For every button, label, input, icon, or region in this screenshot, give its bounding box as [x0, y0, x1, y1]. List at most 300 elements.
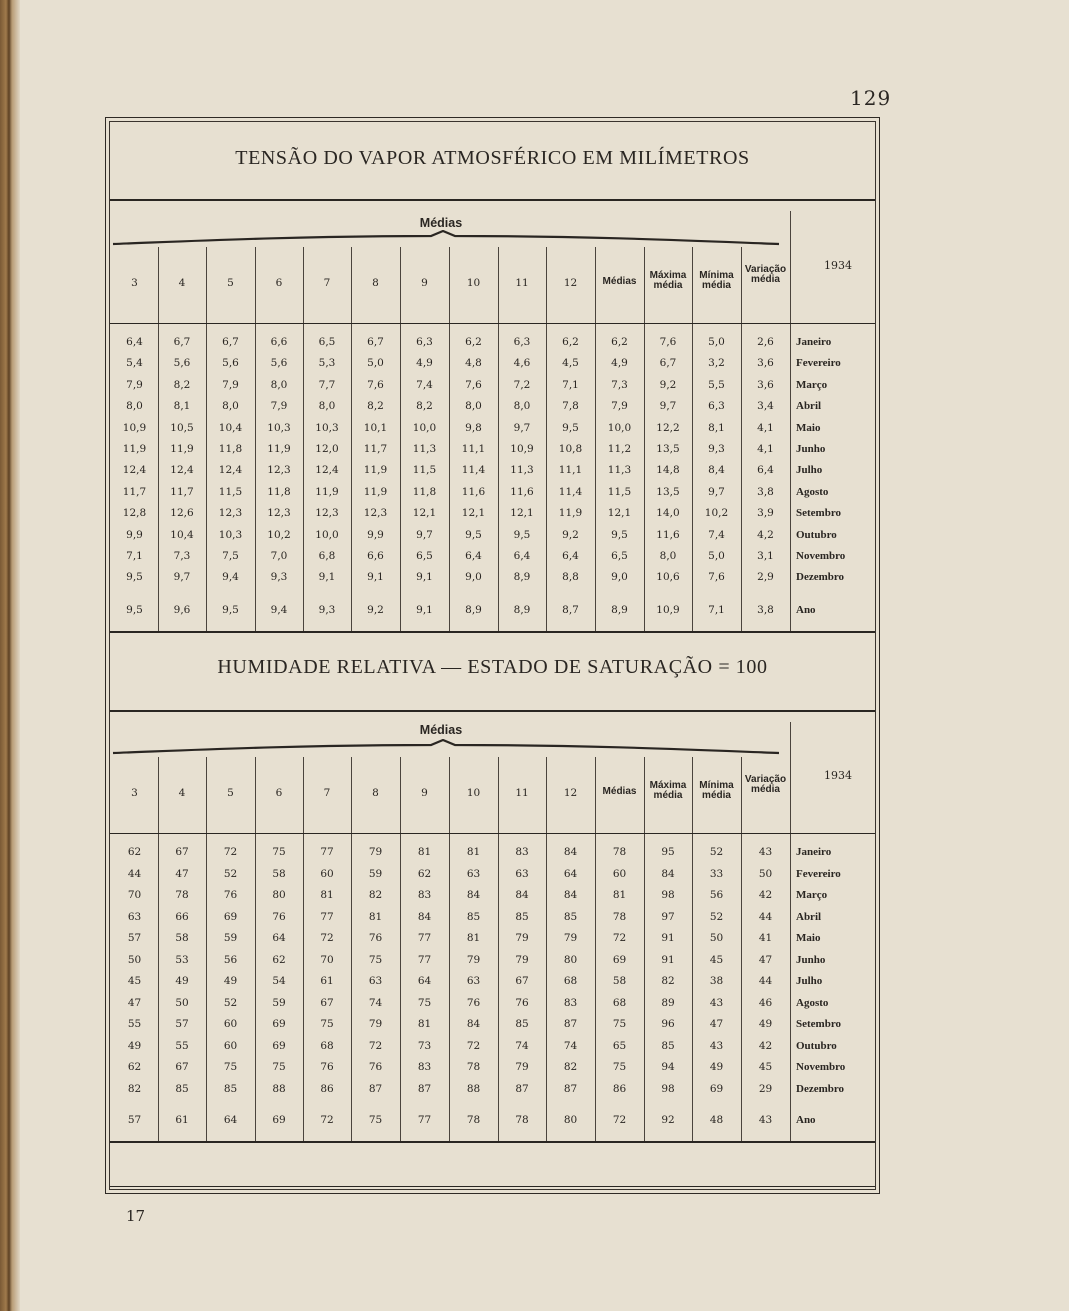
table-cell: 62: [127, 846, 142, 858]
hour-number: 4: [178, 787, 186, 799]
table-cell: 75: [272, 846, 286, 858]
hour-number: 12: [563, 277, 578, 289]
table-cell: 38: [709, 975, 724, 987]
table-cell: 9,7: [513, 421, 531, 434]
table-cell: 70: [127, 889, 142, 901]
hour-number: 12: [563, 787, 578, 799]
table-cell: 84: [515, 889, 529, 901]
table-cell: 9,5: [513, 528, 531, 541]
table-cell: 8,4: [708, 464, 725, 477]
table-cell: 69: [709, 1082, 724, 1095]
table-cell: 7,6: [465, 378, 482, 391]
table-cell: 8,0: [465, 400, 482, 413]
month-label: Agosto: [796, 485, 829, 498]
total-cell: 61: [175, 1114, 189, 1126]
table-cell: 75: [272, 1061, 286, 1073]
table-cell: 79: [368, 1018, 383, 1030]
table-cell: 9,5: [126, 571, 143, 584]
total-cell: 7,1: [708, 604, 725, 616]
table-cell: 7,6: [659, 336, 677, 348]
table-title: TENSÃO DO VAPOR ATMOSFÉRICO EM MILÍMETROS: [235, 147, 750, 169]
total-cell: 9,6: [173, 604, 191, 616]
table-cell: 8,1: [708, 421, 725, 434]
table-cell: 45: [709, 953, 724, 966]
table-cell: 6,8: [318, 550, 336, 562]
group-brace: [111, 739, 781, 755]
table-cell: 13,5: [656, 443, 680, 455]
table-cell: 6,2: [562, 336, 579, 348]
table-cell: 84: [466, 889, 481, 901]
table-cell: 6,4: [126, 336, 143, 348]
table-cell: 52: [709, 846, 724, 858]
month-label: Julho: [796, 975, 823, 987]
table-cell: 12,8: [122, 507, 147, 520]
table-cell: 52: [223, 867, 238, 880]
table-cell: 65: [612, 1039, 627, 1052]
table-cell: 13,5: [656, 485, 680, 498]
table-cell: 2,6: [757, 336, 774, 348]
total-cell: 78: [515, 1114, 529, 1126]
table-cell: 62: [272, 953, 286, 966]
table-cell: 44: [758, 975, 773, 987]
table-cell: 55: [127, 1018, 142, 1030]
table-cell: 81: [466, 932, 481, 944]
table-cell: 9,0: [465, 571, 482, 584]
table-cell: 29: [758, 1082, 773, 1095]
stat-header: Máxima média: [649, 780, 687, 801]
table-cell: 81: [466, 846, 481, 858]
table-cell: 77: [417, 953, 432, 966]
table-cell: 9,3: [708, 443, 725, 455]
total-cell: 9,5: [222, 604, 239, 616]
table-cell: 6,3: [416, 336, 433, 348]
table-cell: 9,5: [611, 528, 628, 541]
table-cell: 96: [661, 1018, 675, 1030]
table-cell: 46: [758, 996, 773, 1009]
table-cell: 12,3: [315, 507, 339, 520]
table-cell: 8,0: [126, 400, 143, 413]
total-cell: 80: [563, 1114, 578, 1126]
table-cell: 66: [175, 910, 189, 923]
table-cell: 89: [661, 996, 675, 1009]
month-label: Janeiro: [796, 336, 832, 348]
table-cell: 11,5: [607, 485, 632, 498]
table-cell: 79: [563, 932, 578, 944]
table-cell: 12,4: [315, 464, 339, 477]
table-cell: 75: [417, 996, 432, 1009]
table-cell: 42: [758, 889, 773, 901]
header-bottom-rule-year: [790, 833, 875, 834]
table-cell: 10,3: [218, 528, 243, 541]
table-cell: 47: [709, 1018, 724, 1030]
stat-header: Máxima média: [649, 270, 687, 291]
table-cell: 11,7: [170, 485, 194, 498]
table-cell: 74: [368, 996, 383, 1009]
table-cell: 6,2: [465, 336, 482, 348]
hour-number: 5: [227, 787, 234, 799]
table-cell: 85: [563, 910, 578, 923]
month-label: Julho: [796, 464, 823, 477]
table-cell: 81: [417, 846, 432, 858]
table-cell: 11,9: [363, 464, 388, 477]
table-cell: 11,8: [218, 443, 243, 455]
total-cell: 57: [127, 1114, 142, 1126]
table-cell: 75: [223, 1061, 238, 1073]
table-cell: 5,0: [708, 336, 725, 348]
table-cell: 7,9: [270, 400, 288, 413]
table-cell: 44: [758, 910, 773, 923]
table-cell: 42: [758, 1039, 773, 1052]
table-cell: 76: [223, 889, 238, 901]
page-number: 129: [850, 86, 892, 110]
table-cell: 9,9: [126, 528, 143, 541]
table-cell: 44: [127, 867, 142, 880]
table-cell: 11,9: [558, 507, 583, 520]
table-cell: 9,9: [367, 528, 384, 541]
table-cell: 87: [515, 1082, 529, 1095]
table-cell: 6,5: [416, 550, 433, 562]
total-cell: 78: [466, 1114, 481, 1126]
table-cell: 49: [175, 975, 189, 987]
hour-header: [498, 787, 546, 799]
table-cell: 60: [223, 1039, 238, 1052]
total-label: Ano: [796, 1114, 816, 1126]
table-cell: 5,4: [126, 357, 143, 370]
brace-path: [113, 231, 779, 244]
month-label: Agosto: [796, 996, 829, 1009]
table-cell: 88: [272, 1082, 286, 1095]
table-cell: 9,2: [562, 528, 579, 541]
hour-header: [158, 787, 206, 799]
table-cell: 12,3: [267, 464, 291, 477]
table-cell: 11,1: [461, 443, 486, 455]
table-cell: 9,7: [416, 528, 433, 541]
total-cell: 9,4: [270, 604, 288, 616]
table-cell: 10,0: [315, 528, 339, 541]
table-cell: 11,5: [218, 485, 243, 498]
table-cell: 81: [417, 1018, 432, 1030]
total-cell: 10,9: [656, 604, 680, 616]
month-label: Março: [796, 378, 828, 391]
table-cell: 7,8: [562, 400, 579, 413]
table-cell: 7,6: [708, 571, 725, 584]
table-cell: 9,0: [611, 571, 628, 584]
table-cell: 87: [417, 1082, 432, 1095]
table-cell: 12,2: [656, 421, 680, 434]
table-cell: 82: [368, 889, 383, 901]
table-frame: [105, 117, 880, 1194]
table-cell: 8,0: [513, 400, 531, 413]
table-cell: 12,4: [218, 464, 243, 477]
table-cell: 7,2: [513, 378, 531, 391]
medias-group-label: Médias: [419, 216, 463, 230]
table-cell: 6,4: [562, 550, 579, 562]
table-cell: 79: [466, 953, 481, 966]
year-header: 1934: [824, 259, 852, 272]
table-cell: 50: [175, 996, 189, 1009]
table-cell: 6,6: [367, 550, 384, 562]
total-cell: 8,9: [465, 604, 482, 616]
hour-header: [400, 277, 449, 289]
table-cell: 41: [758, 932, 773, 944]
table-cell: 76: [515, 996, 529, 1009]
total-cell: 8,9: [611, 604, 628, 616]
hour-number: 7: [323, 787, 331, 799]
table-cell: 63: [466, 975, 481, 987]
table-cell: 14,8: [656, 464, 680, 477]
table-cell: 81: [320, 889, 334, 901]
total-cell: 69: [272, 1114, 286, 1126]
table-cell: 69: [612, 953, 627, 966]
total-cell: 72: [612, 1114, 627, 1126]
table-cell: 83: [515, 846, 529, 858]
table-cell: 84: [466, 1018, 481, 1030]
table-cell: 69: [272, 1018, 286, 1030]
table-cell: 8,0: [222, 400, 239, 413]
table-cell: 77: [320, 846, 334, 858]
table-cell: 5,0: [708, 550, 725, 562]
table-cell: 7,1: [126, 550, 143, 562]
hour-number: 9: [421, 787, 428, 799]
table-cell: 11,9: [267, 443, 291, 455]
table-cell: 69: [223, 910, 238, 923]
table-cell: 45: [758, 1061, 773, 1073]
table-cell: 12,0: [315, 443, 339, 455]
total-label: Ano: [796, 604, 816, 616]
table-cell: 55: [175, 1039, 189, 1052]
table-cell: 4,5: [562, 357, 579, 370]
table-cell: 52: [709, 910, 724, 923]
table-cell: 12,3: [363, 507, 388, 520]
table-cell: 91: [661, 953, 675, 966]
table-cell: 10,6: [656, 571, 680, 584]
table-cell: 56: [223, 953, 238, 966]
table-cell: 10,4: [218, 421, 243, 434]
table-cell: 10,8: [558, 443, 583, 455]
table-cell: 59: [368, 867, 383, 880]
month-label: Março: [796, 889, 828, 901]
table-cell: 6,7: [367, 336, 384, 348]
total-cell: 9,5: [126, 604, 143, 616]
hour-header: [206, 787, 255, 799]
table-cell: 72: [223, 846, 238, 858]
table-cell: 6,7: [173, 336, 191, 348]
table-cell: 82: [661, 975, 675, 987]
table-cell: 6,4: [757, 464, 774, 477]
table-cell: 8,2: [416, 400, 433, 413]
hour-number: 8: [372, 787, 379, 799]
table-cell: 11,6: [510, 485, 534, 498]
hour-number: 8: [372, 277, 379, 289]
table-cell: 61: [320, 975, 334, 987]
table-cell: 11,7: [363, 443, 388, 455]
table-cell: 73: [417, 1039, 432, 1052]
column-rule: [790, 722, 791, 1141]
total-cell: 48: [709, 1114, 724, 1126]
table-cell: 87: [563, 1082, 578, 1095]
table-cell: 67: [320, 996, 334, 1009]
table-cell: 72: [612, 932, 627, 944]
table-cell: 3,6: [757, 378, 774, 391]
table-cell: 58: [175, 932, 189, 944]
header-top-rule: [110, 199, 875, 201]
table-cell: 11,9: [122, 443, 147, 455]
table-cell: 12,1: [412, 507, 437, 520]
table-cell: 8,0: [318, 400, 336, 413]
table-cell: 9,3: [270, 571, 288, 584]
table-cell: 57: [175, 1018, 189, 1030]
table-cell: 3,9: [757, 507, 774, 520]
hour-header: [111, 787, 158, 799]
month-label: Junho: [796, 953, 826, 966]
table-cell: 85: [515, 1018, 529, 1030]
table-cell: 84: [563, 846, 578, 858]
table-cell: 76: [466, 996, 481, 1009]
table-cell: 74: [515, 1039, 529, 1052]
medias-group-label: Médias: [419, 723, 463, 737]
table-cell: 7,6: [367, 378, 384, 391]
table-cell: 10,2: [267, 528, 291, 541]
table-cell: 82: [127, 1082, 142, 1095]
table-cell: 85: [466, 910, 481, 923]
table-cell: 75: [612, 1061, 627, 1073]
stat-header: Médias: [602, 276, 637, 287]
table-cell: 6,4: [513, 550, 531, 562]
table-cell: 49: [127, 1039, 142, 1052]
table-cell: 9,1: [367, 571, 384, 584]
table-cell: 88: [466, 1082, 481, 1095]
hour-header: [158, 277, 206, 289]
hour-header: [351, 787, 400, 799]
table-cell: 9,7: [708, 485, 725, 498]
table-cell: 62: [417, 867, 432, 880]
table-cell: 8,2: [173, 378, 191, 391]
hour-header: [303, 277, 351, 289]
table-cell: 57: [127, 932, 142, 944]
table-cell: 58: [272, 867, 286, 880]
table-cell: 70: [320, 953, 334, 966]
table-cell: 12,6: [170, 507, 194, 520]
table-cell: 75: [320, 1018, 334, 1030]
table-cell: 49: [223, 975, 238, 987]
month-label: Dezembro: [796, 571, 845, 584]
table-cell: 9,7: [173, 571, 191, 584]
table-cell: 97: [661, 910, 675, 923]
table-cell: 95: [661, 846, 675, 858]
table-cell: 7,9: [611, 400, 628, 413]
table-cell: 9,7: [659, 400, 677, 413]
table-cell: 8,0: [659, 550, 677, 562]
signature-number: 17: [126, 1207, 146, 1225]
total-cell: 77: [417, 1114, 432, 1126]
table-cell: 3,8: [757, 485, 774, 498]
table-cell: 10,0: [412, 421, 437, 434]
table-cell: 7,1: [562, 378, 579, 391]
hour-number: 3: [131, 277, 138, 289]
table-cell: 5,6: [270, 357, 288, 370]
table-cell: 49: [709, 1061, 724, 1073]
table-cell: 10,3: [267, 421, 291, 434]
total-cell: 72: [320, 1114, 334, 1126]
hour-header: [206, 277, 255, 289]
table-cell: 10,4: [170, 528, 194, 541]
book-spine: [0, 0, 20, 1311]
table-cell: 79: [515, 932, 529, 944]
table-cell: 6,7: [222, 336, 239, 348]
table-cell: 78: [466, 1061, 481, 1073]
total-cell: 3,8: [757, 604, 774, 616]
table-cell: 77: [320, 910, 334, 923]
table-cell: 5,5: [708, 378, 725, 391]
table-cell: 68: [320, 1039, 334, 1052]
table-cell: 94: [661, 1061, 675, 1073]
month-label: Abril: [796, 910, 822, 923]
table-cell: 87: [368, 1082, 383, 1095]
table-cell: 87: [563, 1018, 578, 1030]
table-cell: 54: [272, 975, 286, 987]
table-cell: 79: [515, 1061, 529, 1073]
table-cell: 12,1: [607, 507, 632, 520]
hour-number: 10: [466, 277, 481, 289]
hour-header: [303, 787, 351, 799]
year-header: 1934: [824, 769, 852, 782]
month-label: Dezembro: [796, 1082, 845, 1095]
table-cell: 78: [175, 889, 189, 901]
table-cell: 4,1: [757, 421, 774, 434]
total-cell: 9,2: [367, 604, 384, 616]
month-label: Maio: [796, 421, 821, 434]
total-cell: 64: [223, 1114, 238, 1126]
hour-number: 3: [131, 787, 138, 799]
stat-header: Médias: [602, 786, 637, 797]
table-cell: 7,3: [611, 378, 628, 391]
table-cell: 11,5: [412, 464, 437, 477]
table-cell: 6,4: [465, 550, 482, 562]
month-label: Janeiro: [796, 846, 832, 858]
table-cell: 11,3: [412, 443, 437, 455]
table-cell: 85: [661, 1039, 675, 1052]
table-cell: 86: [612, 1082, 627, 1095]
table-cell: 11,1: [558, 464, 583, 477]
table-cell: 33: [709, 867, 724, 880]
hour-header: [400, 787, 449, 799]
stat-header: Variação média: [744, 774, 787, 795]
table-cell: 79: [368, 846, 383, 858]
table-cell: 59: [272, 996, 286, 1009]
hour-header: [449, 787, 498, 799]
table-cell: 6,3: [708, 400, 725, 413]
table-cell: 62: [127, 1061, 142, 1073]
table-cell: 6,5: [611, 550, 628, 562]
table-cell: 4,1: [757, 443, 774, 455]
column-rule: [790, 211, 791, 631]
table-cell: 3,2: [708, 357, 725, 370]
table-cell: 60: [320, 867, 334, 880]
table-cell: 4,8: [465, 357, 482, 370]
table-cell: 12,4: [170, 464, 194, 477]
table-cell: 5,3: [318, 357, 336, 370]
table-cell: 7,9: [222, 378, 239, 391]
table-cell: 11,4: [461, 464, 486, 477]
table-cell: 2,9: [757, 571, 774, 584]
hour-number: 11: [515, 787, 529, 799]
table-cell: 11,2: [607, 443, 632, 455]
hour-number: 6: [275, 787, 283, 799]
hour-header: [546, 277, 595, 289]
table-cell: 9,1: [416, 571, 433, 584]
table-cell: 78: [612, 846, 627, 858]
table-cell: 69: [272, 1039, 286, 1052]
